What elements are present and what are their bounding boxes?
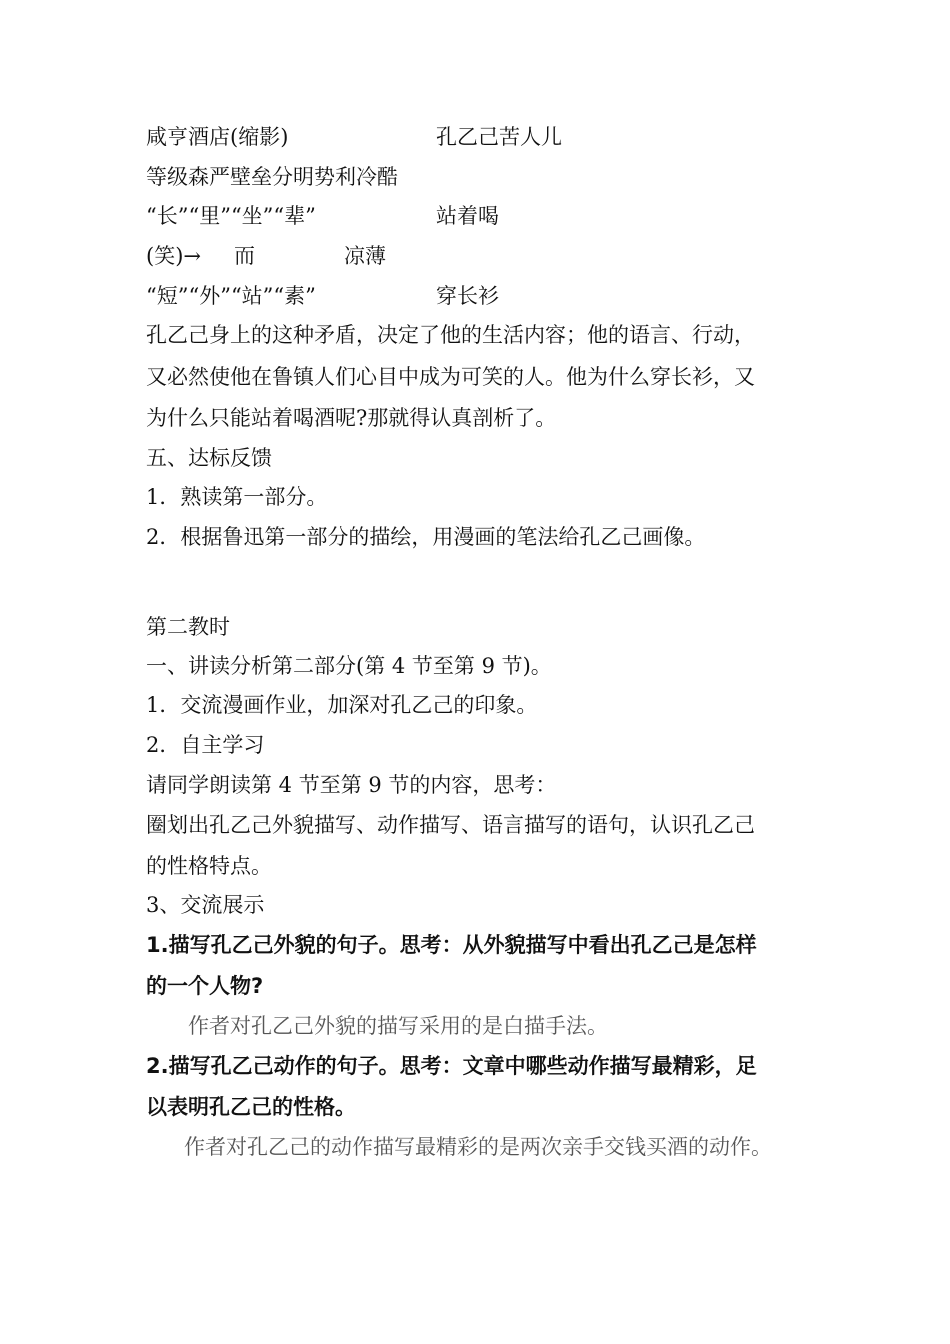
board-row4-a: (笑)→ [146, 244, 201, 268]
question-line: 的一个人物? [146, 974, 264, 998]
task-line: 的性格特点。 [146, 854, 272, 878]
list-item: 2．根据鲁迅第一部分的描绘，用漫画的笔法给孔乙己画像。 [146, 525, 706, 549]
list-item: 1．熟读第一部分。 [146, 485, 328, 509]
list-item: 3、交流展示 [146, 893, 265, 917]
question-line: 以表明孔乙己的性格。 [146, 1095, 356, 1119]
board-row4-c: 凉薄 [344, 244, 386, 268]
board-row-3 [146, 203, 499, 229]
board-row5-left: “短”“外”“站”“素” [146, 284, 316, 308]
answer-line: 作者对孔乙己的动作描写最精彩的是两次亲手交钱买酒的动作。 [184, 1135, 772, 1159]
section-heading: 五、达标反馈 [146, 446, 272, 470]
paragraph-line: 为什么只能站着喝酒呢?那就得认真剖析了。 [146, 406, 557, 430]
board-row4-b: 而 [234, 244, 255, 268]
part-heading: 一、讲读分析第二部分(第 4 节至第 9 节)。 [146, 654, 552, 678]
question-line: 2.描写孔乙己动作的句子。思考：文章中哪些动作描写最精彩，足 [146, 1054, 757, 1078]
paragraph-line: 孔乙己身上的这种矛盾，决定了他的生活内容；他的语言、行动， [146, 323, 755, 347]
board-row2-text: 等级森严壁垒分明势利冷酷 [146, 165, 398, 189]
instruction-text: 请同学朗读第 4 节至第 9 节的内容，思考： [146, 773, 557, 797]
answer-line: 作者对孔乙己外貌的描写采用的是白描手法。 [188, 1014, 608, 1038]
paragraph-line: 又必然使他在鲁镇人们心目中成为可笑的人。他为什么穿长衫，又 [146, 365, 755, 389]
board-row1-right: 孔乙己苦人儿 [436, 125, 562, 149]
lesson-title: 第二教时 [146, 615, 230, 639]
list-item: 1．交流漫画作业，加深对孔乙己的印象。 [146, 693, 538, 717]
board-row-4 [146, 243, 386, 269]
board-row3-left: “长”“里”“坐”“辈” [146, 204, 316, 228]
board-row-1 [146, 124, 562, 150]
question-line: 1.描写孔乙己外貌的句子。思考：从外貌描写中看出孔乙己是怎样 [146, 933, 757, 957]
board-row-5 [146, 283, 499, 309]
list-item: 2．自主学习 [146, 733, 265, 757]
board-row-2 [146, 164, 398, 190]
board-row3-right: 站着喝 [436, 204, 499, 228]
task-line: 圈划出孔乙己外貌描写、动作描写、语言描写的语句，认识孔乙己 [146, 813, 755, 837]
board-row5-right: 穿长衫 [436, 284, 499, 308]
board-row1-left: 咸亨酒店(缩影) [146, 125, 289, 149]
